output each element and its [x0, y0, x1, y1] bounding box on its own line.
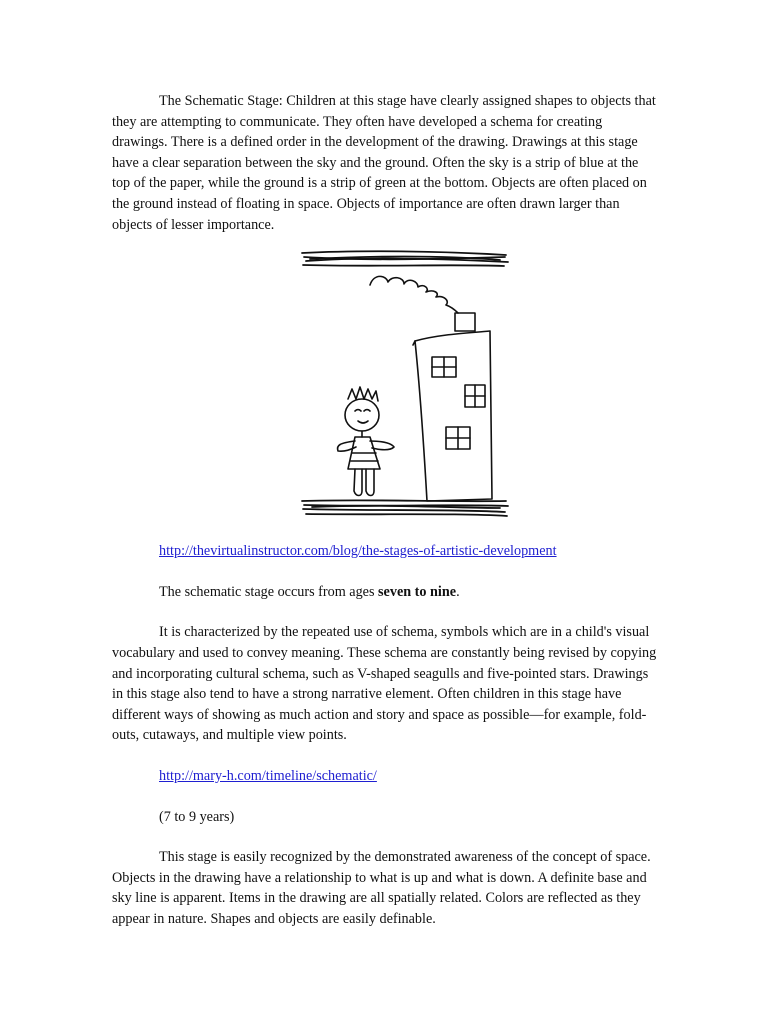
paragraph-space-awareness: This stage is easily recognized by the demonstrated awareness of the concept of space. Objects in the drawing have a relationship to what is up and what is down. A definite base and sky line is apparent. Items in the drawing are all spatially related. Colors are reflected as they appear in nature. Shapes and objects are easily definable.	[112, 849, 651, 927]
age-range: (7 to 9 years)	[159, 808, 235, 825]
chimney	[455, 313, 475, 331]
building-window-1	[432, 357, 456, 377]
paragraph-schema: It is characterized by the repeated use of schema, symbols which are in a child's visual vocabulary and used to convey meaning. These schema are constantly being revised by copying and incorporating cultural schema, such as V-shaped seagulls and five-pointed stars. Drawings in this stage also tend to have a strong narrative element. Often children in this stage have different ways of showing as much action and story and space as possible—for example, fold-outs, cutaways, and multiple view points.	[112, 624, 657, 744]
ground-strip	[302, 500, 508, 516]
ages-bold: seven to nine	[378, 583, 457, 600]
schematic-drawing-illustration	[300, 249, 510, 521]
child-drawing-figure	[112, 249, 657, 521]
source-link-line-1	[112, 541, 657, 562]
mary-h-link[interactable]: http://mary-h.com/timeline/schematic/	[159, 767, 377, 784]
virtual-instructor-link[interactable]: http://thevirtualinstructor.com/blog/the-stages-of-artistic-development	[159, 543, 557, 560]
ages-sentence	[112, 582, 657, 603]
building-window-3	[446, 427, 470, 449]
sky-strip	[302, 251, 508, 266]
document-page	[112, 91, 657, 929]
building-window-2	[465, 385, 485, 407]
paragraph-schematic-stage: The Schematic Stage: Children at this stage have clearly assigned shapes to objects that they are attempting to communicate. They often have developed a schema for creating drawings. There is a defined order in the development of the drawing. Drawings at this stage have a clear separation between the sky and the ground. Often the sky is a strip of blue at the top of the paper, while the ground is a strip of green at the bottom. Objects are often placed on the ground instead of floating in space. Objects of importance are often drawn larger than objects of lesser importance.	[112, 93, 656, 233]
ages-prefix: The schematic stage occurs from ages	[159, 583, 379, 600]
child-figure	[338, 387, 394, 496]
source-link-line-2	[112, 766, 657, 787]
ages-suffix: .	[456, 583, 460, 600]
smoke-curl	[370, 277, 458, 314]
